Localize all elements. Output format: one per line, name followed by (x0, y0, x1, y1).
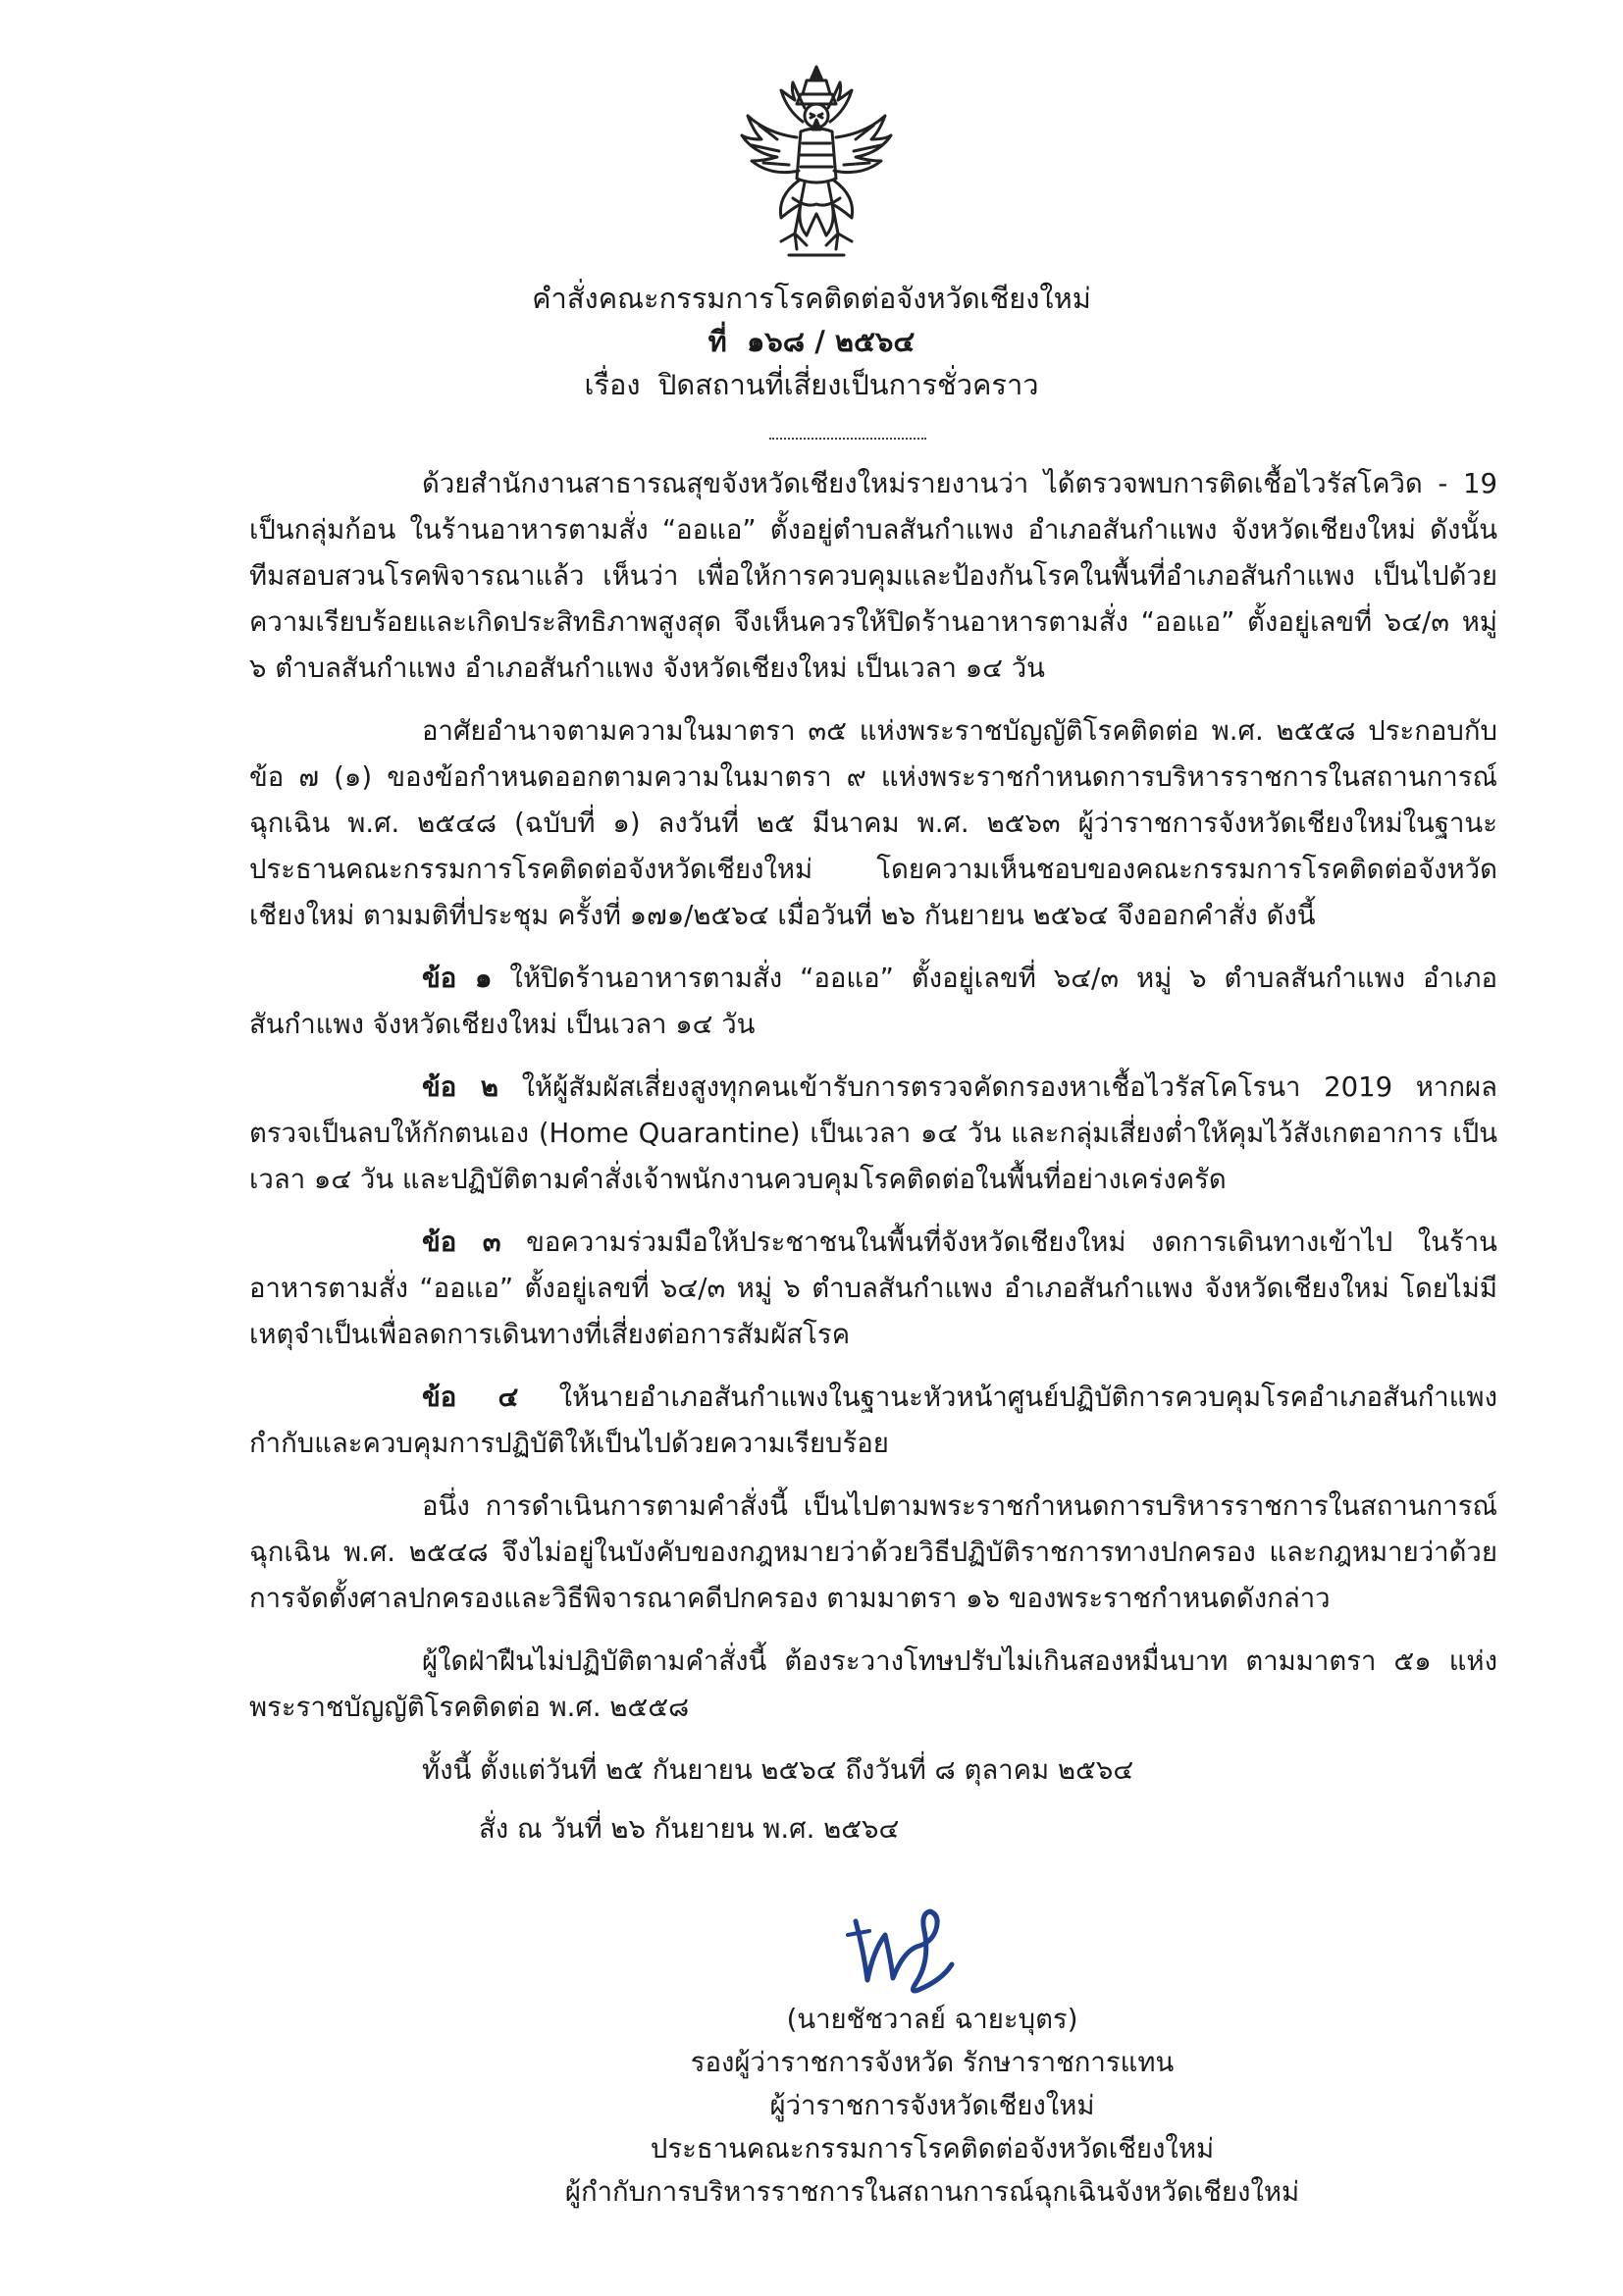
paragraph-reason: ด้วยสำนักงานสาธารณสุขจังหวัดเชียงใหม่รายงานว่า ได้ตรวจพบการติดเชื้อไวรัสโควิด - 19 เป็นกลุ่มก้อน ในร้านอาหารตามสั่ง “ออแอ” ตั้งอยู่ตำบลสันกำแพง อำเภอสันกำแพง จังหวัดเชียงใหม่ ดังนั้น ทีมสอบสวนโรคพิจารณาแล้ว เห็นว่า เพื่อให้การควบคุมและป้องกันโรคในพื้นที่อำเภอสันกำแพง เป็นไปด้วยความเรียบร้อยและเกิดประสิทธิภาพสูงสุด จึงเห็นควรให้ปิดร้านอาหารตามสั่ง “ออแอ” ตั้งอยู่เลขที่ ๖๔/๓ หมู่ ๖ ตำบลสันกำแพง อำเภอสันกำแพง จังหวัดเชียงใหม่ เป็นเวลา ๑๔ วัน (249, 468, 1497, 684)
clause-2-label: ข้อ ๒ (422, 1071, 498, 1103)
clause-3 (249, 1220, 1497, 1358)
paragraph-legal-note: อนึ่ง การดำเนินการตามคำสั่งนี้ เป็นไปตามพระราชกำหนดการบริหารราชการในสถานการณ์ฉุกเฉิน พ.ศ. ๒๕๔๘ จึงไม่อยู่ในบังคับของกฎหมายว่าด้วยวิธีปฏิบัติราชการทางปกครอง และกฎหมายว่าด้วยการจัดตั้งศาลปกครองและวิธีพิจารณาคดีปกครอง ตามมาตรา ๑๖ ของพระราชกำหนดดังกล่าว (249, 1490, 1497, 1614)
signer-block (481, 1998, 1384, 2214)
signer-position-1: รองผู้ว่าราชการจังหวัด รักษาราชการแทน (690, 2047, 1175, 2078)
title-divider (769, 438, 926, 440)
clause-3-text: ขอความร่วมมือให้ประชาชนในพื้นที่จังหวัดเชียงใหม่ งดการเดินทางเข้าไป ในร้านอาหารตามสั่ง “ออแอ” ตั้งอยู่เลขที่ ๖๔/๓ หมู่ ๖ ตำบลสันกำแพง อำเภอสันกำแพง จังหวัดเชียงใหม่ โดยไม่มีเหตุจำเป็นเพื่อลดการเดินทางที่เสี่ยงต่อการสัมผัสโรค (249, 1226, 1497, 1350)
clause-1-text: ให้ปิดร้านอาหารตามสั่ง “ออแอ” ตั้งอยู่เลขที่ ๖๔/๓ หมู่ ๖ ตำบลสันกำแพง อำเภอสันกำแพง จังหวัดเชียงใหม่ เป็นเวลา ๑๔ วัน (249, 963, 1497, 1040)
order-header (0, 277, 1623, 406)
order-subject-label: เรื่อง (584, 368, 641, 401)
signer-position-2: ผู้ว่าราชการจังหวัดเชียงใหม่ (769, 2090, 1095, 2121)
clause-1 (249, 956, 1497, 1048)
order-number (0, 320, 1623, 363)
clause-2-text: ให้ผู้สัมผัสเสี่ยงสูงทุกคนเข้ารับการตรวจคัดกรองหาเชื้อไวรัสโคโรนา 2019 หากผลตรวจเป็นลบให้กักตนเอง (Home Quarantine) เป็นเวลา ๑๔ วัน และกลุ่มเสี่ยงต่ำให้คุมไว้สังเกตอาการ เป็นเวลา ๑๔ วัน และปฏิบัติตามคำสั่งเจ้าพนักงานควบคุมโรคติดต่อในพื้นที่อย่างเคร่งครัด (249, 1071, 1497, 1195)
order-subject-text: ปิดสถานที่เสี่ยงเป็นการชั่วคราว (657, 368, 1039, 401)
clause-3-label: ข้อ ๓ (422, 1226, 501, 1258)
clause-2 (249, 1065, 1497, 1203)
signer-position-4: ผู้กำกับการบริหารราชการในสถานการณ์ฉุกเฉินจังหวัดเชียงใหม่ (564, 2176, 1300, 2208)
garuda-emblem-icon (738, 61, 895, 267)
order-number-value: ๑๖๘ / ๒๕๖๔ (746, 325, 916, 358)
signer-name: (นายชัชวาลย์ ฉายะบุตร) (786, 2004, 1078, 2035)
clause-4-label: ข้อ ๔ (422, 1382, 519, 1413)
ordered-date: สั่ง ณ วันที่ ๒๖ กันยายน พ.ศ. ๒๕๖๔ (479, 1813, 900, 1845)
effective-period: ทั้งนี้ ตั้งแต่วันที่ ๒๕ กันยายน ๒๕๖๔ ถึงวันที่ ๘ ตุลาคม ๒๕๖๔ (422, 1754, 1134, 1786)
paragraph-penalty: ผู้ใดฝ่าฝืนไม่ปฏิบัติตามคำสั่งนี้ ต้องระวางโทษปรับไม่เกินสองหมื่นบาท ตามมาตรา ๕๑ แห่งพระราชบัญญัติโรคติดต่อ พ.ศ. ๒๕๕๘ (249, 1645, 1497, 1723)
clause-4-text: ให้นายอำเภอสันกำแพงในฐานะหัวหน้าศูนย์ปฏิบัติการควบคุมโรคอำเภอสันกำแพง กำกับและควบคุมการปฏิบัติให้เป็นไปด้วยความเรียบร้อย (249, 1382, 1497, 1459)
paragraph-authority: อาศัยอำนาจตามความในมาตรา ๓๕ แห่งพระราชบัญญัติโรคติดต่อ พ.ศ. ๒๕๕๘ ประกอบกับ ข้อ ๗ (๑) ของข้อกำหนดออกตามความในมาตรา ๙ แห่งพระราชกำหนดการบริหารราชการในสถานการณ์ฉุกเฉิน พ.ศ. ๒๕๔๘ (ฉบับที่ ๑) ลงวันที่ ๒๕ มีนาคม พ.ศ. ๒๕๖๓ ผู้ว่าราชการจังหวัดเชียงใหม่ในฐานะประธานคณะกรรมการโรคติดต่อจังหวัดเชียงใหม่ โดยความเห็นชอบของคณะกรรมการโรคติดต่อจังหวัดเชียงใหม่ ตามมติที่ประชุม ครั้งที่ ๑๗๑/๒๕๖๔ เมื่อวันที่ ๒๖ กันยายน ๒๕๖๔ จึงออกคำสั่ง ดังนี้ (249, 715, 1497, 931)
signer-position-3: ประธานคณะกรรมการโรคติดต่อจังหวัดเชียงใหม่ (650, 2133, 1215, 2165)
order-body (249, 461, 1497, 1852)
order-number-label: ที่ (707, 325, 727, 358)
clause-1-label: ข้อ ๑ (422, 963, 493, 994)
clause-4 (249, 1375, 1497, 1467)
signature-mark (834, 1892, 981, 2000)
order-subject (0, 363, 1623, 406)
order-title: คำสั่งคณะกรรมการโรคติดต่อจังหวัดเชียงใหม่ (532, 282, 1091, 315)
